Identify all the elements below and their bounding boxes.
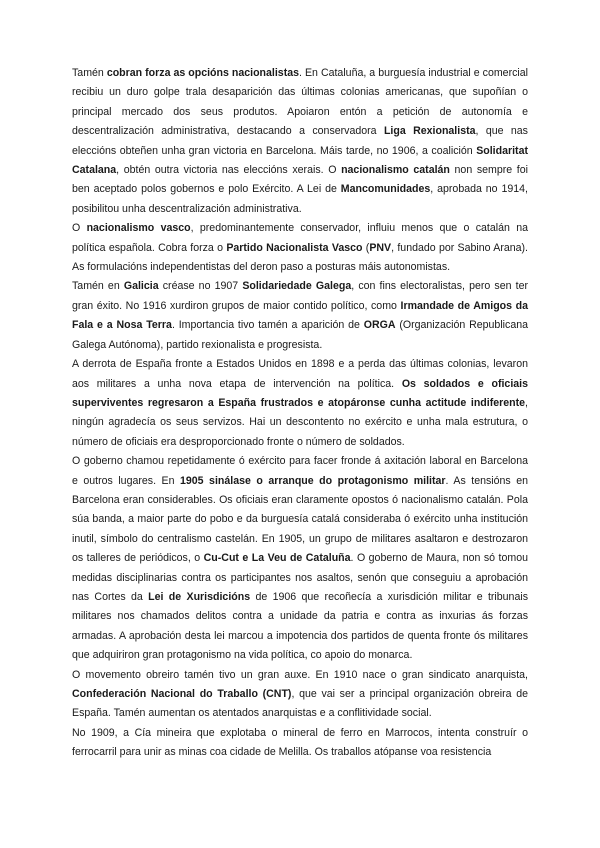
text-run: ( — [362, 241, 370, 254]
paragraph — [72, 64, 528, 219]
paragraph — [72, 219, 528, 277]
bold-text: Solidariedade Galega — [242, 280, 352, 293]
text-run: non sempre foi ben aceptado polos gobernos e polo Exército. A Lei de — [72, 164, 528, 196]
text-run: , ningún agradecía os seus servizos. Hai un descontento no exército e unha mala estrutura, o número de oficiais era desproporcionado fronte o número de soldados. — [72, 396, 528, 448]
text-run: Tamén en — [72, 280, 124, 293]
paragraph — [72, 724, 528, 763]
text-run: , que nas eleccións obteñen unha gran victoria en Barcelona. Máis tarde, no 1906, a coalición — [72, 125, 528, 157]
text-run: , predominantemente conservador, influiu menos que o catalán na política española. Cobra forza o — [72, 222, 528, 254]
bold-text: Liga Rexionalista — [383, 125, 476, 138]
text-run: . En Cataluña, a burguesía industrial e comercial recibiu un duro golpe trala desaparición das últimas colonias americanas, que supoñían o principal mercado dos seus produtos. Apoiaron entón a petición de autonomía e descentralización administrativa, destacando a conservadora — [72, 67, 528, 138]
text-run: No 1909, a Cía mineira que explotaba o mineral de ferro en Marrocos, intenta construír o ferrocarril para unir as minas coa cidade de Melilla. Os traballos atópanse voa resistencia — [72, 726, 528, 759]
bold-text: Os soldados e oficiais superviventes regresaron a España frustrados e atopáronse cunha actitude indiferente — [72, 377, 528, 409]
text-run: , aprobada no 1914, posibilitou unha descentralización administrativa. — [72, 183, 528, 215]
bold-text: ORGA — [363, 319, 396, 332]
text-run: , fundado por Sabino Arana). As formulacións independentistas del deron paso a posturas máis autonomistas. — [72, 241, 529, 274]
bold-text: 1905 sinálase o arranque do protagonismo militar — [179, 474, 446, 487]
text-run: Tamén — [72, 67, 107, 79]
text-run: , obtén outra victoria nas eleccións xerais. O — [116, 164, 342, 177]
text-run: O — [72, 222, 87, 235]
text-run: O movemento obreiro tamén tivo un gran auxe. En 1910 nace o gran sindicato anarquista, — [72, 668, 528, 681]
paragraph — [72, 355, 528, 452]
text-run: O goberno chamou repetidamente ó exército para facer fronde á axitación laboral en Barcelona e outros lugares. En — [72, 455, 528, 487]
bold-text: Galicia — [123, 280, 159, 293]
paragraph — [72, 452, 528, 665]
bold-text: Partido Nacionalista Vasco — [226, 241, 363, 254]
text-run: (Organización Republicana Galega Autónoma), partido rexionalista e progresista. — [72, 319, 529, 351]
bold-text: Mancomunidades — [340, 183, 431, 196]
bold-text: cobran forza as opcións nacionalistas — [106, 67, 300, 79]
bold-text: nacionalismo vasco — [86, 222, 191, 235]
text-run: , con fins electoralistas, pero sen ter gran éxito. No 1916 xurdiron grupos de maior contido político, como — [72, 280, 528, 312]
text-run: . Importancia tivo tamén a aparición de — [171, 319, 364, 332]
paragraph — [72, 666, 528, 724]
text-run: , que vai ser a principal organización obreira de España. Tamén aumentan os atentados anarquistas e a conflitividade social. — [72, 688, 528, 720]
bold-text: Confederación Nacional do Traballo (CNT) — [72, 688, 292, 700]
text-run: A derrota de España fronte a Estados Unidos en 1898 e a perda das últimas colonias, levaron aos militares a unha nova etapa de intervención na política. — [72, 358, 528, 390]
bold-text: nacionalismo catalán — [341, 164, 450, 177]
bold-text: Irmandade de Amigos da Fala e a Nosa Terra — [72, 299, 528, 332]
paragraph — [72, 277, 528, 355]
bold-text: PNV — [369, 241, 392, 254]
text-run: . As tensións en Barcelona eran considerables. Os oficiais eran claramente opostos ó nacionalismo catalán. Pola súa banda, a maior parte do pobo e da burguesía catalá consideraba ó exército unha institución inutil, símbolo do centralismo castelán. En 1905, un grupo de militares asaltaron e destrozaron os talleres de periódicos, o — [72, 474, 528, 565]
text-run: de 1906 que recoñecía a xurisdición militar e tribunais militares nos chamados delitos contra a unidade da patria e contra as inxurias ás forzas armadas. A aprobación desta lei marcou a impotencia dos partidos de quenta fronte ós militares que adquiriron gran protagonismo na vida política, co apoio do monarca. — [72, 590, 528, 662]
bold-text: Lei de Xurisdicións — [148, 590, 251, 603]
text-run: créase no 1907 — [158, 280, 243, 293]
bold-text: Cu-Cut e La Veu de Cataluña — [203, 552, 351, 565]
bold-text: Solidaritat Catalana — [72, 144, 528, 177]
text-run: . O goberno de Maura, non só tomou medidas disciplinarias contra os participantes nos asaltos, senón que conseguiu a aprobación nas Cortes da — [72, 552, 528, 603]
document-body — [72, 64, 528, 763]
